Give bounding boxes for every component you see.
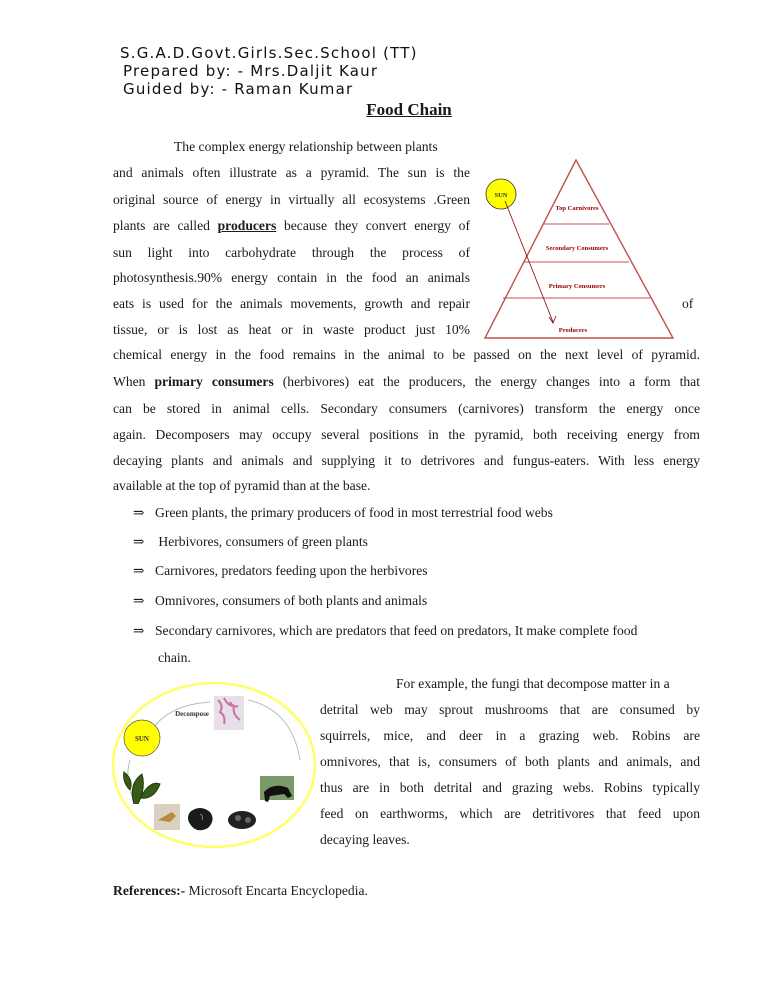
para1-line: can be stored in animal cells. Secondary consumers (carnivores) transform the energy once bbox=[113, 401, 700, 416]
para1-line: photosynthesis.90% energy contain in the food an animals bbox=[113, 270, 470, 285]
pyramid-level-label: Top Carnivores bbox=[555, 205, 599, 212]
para1-line: chemical energy in the food remains in the animal to be passed on the next level of pyramid. bbox=[113, 347, 700, 362]
list-item: ⇒ Omnivores, consumers of both plants and animals bbox=[133, 593, 428, 608]
prepared-by: Prepared by: - Mrs.Daljit Kaur bbox=[123, 62, 379, 80]
carnivore-image bbox=[188, 808, 213, 830]
plant-image bbox=[124, 772, 160, 804]
para1-line: The complex energy relationship between plants bbox=[174, 139, 438, 154]
para1-line: available at the top of pyramid than at the base. bbox=[113, 478, 371, 493]
para1-line: and animals often illustrate as a pyramid. The sun is the bbox=[113, 165, 470, 180]
arrow-right-icon: ⇒ bbox=[133, 563, 145, 578]
page-title: Food Chain bbox=[366, 100, 452, 119]
energy-arrowhead bbox=[549, 316, 556, 323]
para2-line: omnivores, that is, consumers of both plants and animals, and bbox=[320, 754, 700, 769]
arrow-right-icon: ⇒ bbox=[133, 623, 145, 638]
pyramid-level-label: Producers bbox=[558, 327, 588, 334]
para2-line: decaying leaves. bbox=[320, 832, 410, 847]
list-item: ⇒ Carnivores, predators feeding upon the herbivores bbox=[133, 563, 428, 578]
para1-line: sun light into carbohydrate through the process of bbox=[113, 245, 470, 260]
food-chain-cycle-diagram bbox=[110, 680, 318, 850]
guided-by: Guided by: - Raman Kumar bbox=[123, 80, 354, 98]
animal-image bbox=[228, 811, 256, 829]
sun-label: SUN bbox=[134, 735, 150, 743]
arrow-right-icon: ⇒ bbox=[133, 593, 145, 608]
list-item: ⇒ Secondary carnivores, which are predators that feed on predators, It make complete food bbox=[133, 623, 638, 638]
pyramid-level-label: Secondary Consumers bbox=[545, 245, 609, 252]
school-name: S.G.A.D.Govt.Girls.Sec.School (TT) bbox=[120, 44, 418, 62]
para2-line: thus are in both detrital and grazing webs. Robins typically bbox=[320, 780, 700, 795]
arrow-right-icon: ⇒ bbox=[133, 505, 145, 520]
para1-line: eats is used for the animals movements, growth and repair bbox=[113, 296, 470, 311]
decompose-label: Decompose bbox=[175, 710, 209, 718]
para1-line: again. Decomposers may occupy several positions in the pyramid, both receiving energy from bbox=[113, 427, 700, 442]
producers-term: producers bbox=[217, 218, 277, 233]
para2-line: detrital web may sprout mushrooms that are consumed by bbox=[320, 702, 700, 717]
references: References:- Microsoft Encarta Encyclopedia. bbox=[113, 883, 368, 898]
para2-line: squirrels, mice, and deer in a grazing web. Robins are bbox=[320, 728, 700, 743]
cycle-connector bbox=[248, 700, 300, 760]
arrow-right-icon: ⇒ bbox=[133, 534, 145, 549]
references-label: References:- bbox=[113, 883, 186, 898]
sun-label: SUN bbox=[494, 192, 508, 199]
para2-line: For example, the fungi that decompose matter in a bbox=[396, 676, 670, 691]
energy-pyramid-diagram bbox=[481, 156, 677, 342]
para1-line-tail: of bbox=[682, 296, 694, 311]
para1-line: plants are called producers because they convert energy of bbox=[113, 218, 470, 233]
para1-line: decaying plants and animals and supplying it to detrivores and fungus-eaters. With less energy bbox=[113, 453, 700, 468]
list-item-continuation: chain. bbox=[158, 650, 191, 665]
list-item: ⇒ Herbivores, consumers of green plants bbox=[133, 534, 368, 549]
primary-consumers-term: primary consumers bbox=[154, 374, 274, 389]
para1-line: tissue, or is lost as heat or in waste product just 10% bbox=[113, 322, 470, 337]
para2-line: feed on earthworms, which are detritivores that feed upon bbox=[320, 806, 700, 821]
para1-line: original source of energy in virtually all ecosystems .Green bbox=[113, 192, 470, 207]
pyramid-level-label: Primary Consumers bbox=[548, 283, 606, 290]
list-item: ⇒ Green plants, the primary producers of food in most terrestrial food webs bbox=[133, 505, 553, 520]
para1-line: When primary consumers (herbivores) eat the producers, the energy changes into a form that bbox=[113, 374, 700, 389]
